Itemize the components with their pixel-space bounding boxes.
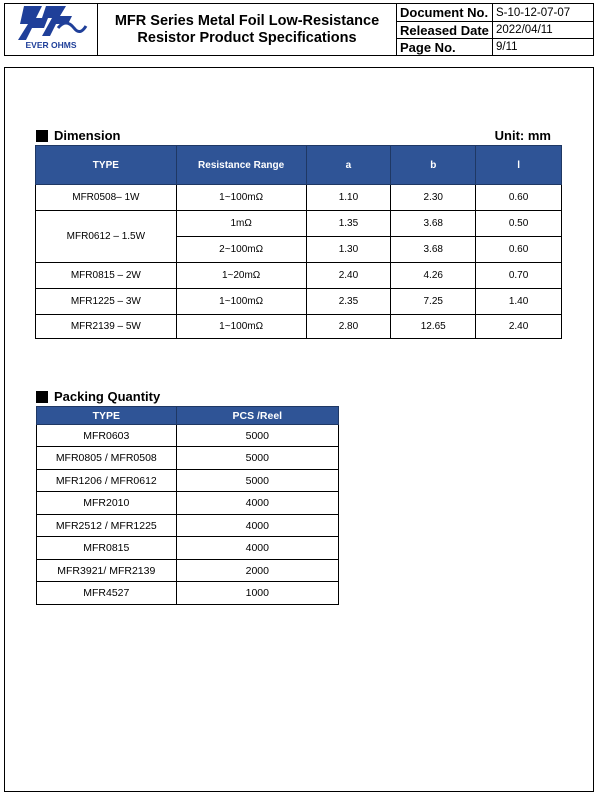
unit-label: Unit: mm xyxy=(494,128,551,143)
document-header xyxy=(4,3,594,53)
logo xyxy=(5,4,98,56)
cell-l: 0.60 xyxy=(476,185,562,211)
cell-type: MFR3921/ MFR2139 xyxy=(37,560,177,582)
table-row xyxy=(37,515,339,537)
cell-l: 0.70 xyxy=(476,263,562,289)
table-row xyxy=(37,582,339,605)
dimension-header-row xyxy=(36,146,562,185)
cell-l: 2.40 xyxy=(476,315,562,339)
table-row xyxy=(36,263,562,289)
cell-range: 2~100mΩ xyxy=(176,237,306,263)
square-bullet-icon xyxy=(36,391,48,403)
doc-no-label: Document No. xyxy=(397,4,493,22)
cell-pcs: 5000 xyxy=(176,447,338,470)
cell-b: 3.68 xyxy=(391,237,476,263)
cell-type: MFR2010 xyxy=(37,492,177,515)
table-row xyxy=(36,185,562,211)
col-resistance-range: Resistance Range xyxy=(176,146,306,185)
cell-range: 1~100mΩ xyxy=(176,185,306,211)
cell-a: 2.40 xyxy=(306,263,391,289)
packing-heading xyxy=(36,389,160,404)
title-line-1: MFR Series Metal Foil Low-Resistance xyxy=(114,12,380,29)
cell-pcs: 1000 xyxy=(176,582,338,605)
table-row xyxy=(37,425,339,447)
cell-a: 2.80 xyxy=(306,315,391,339)
released-date-value: 2022/04/11 xyxy=(493,22,594,39)
col-type: TYPE xyxy=(37,407,177,425)
col-l: l xyxy=(476,146,562,185)
cell-type: MFR2512 / MFR1225 xyxy=(37,515,177,537)
cell-b: 7.25 xyxy=(391,289,476,315)
cell-range: 1~20mΩ xyxy=(176,263,306,289)
packing-heading-text: Packing Quantity xyxy=(54,389,161,404)
cell-type: MFR0508– 1W xyxy=(36,185,177,211)
col-a: a xyxy=(306,146,391,185)
page-no-label: Page No. xyxy=(397,39,493,56)
cell-b: 12.65 xyxy=(391,315,476,339)
cell-a: 2.35 xyxy=(306,289,391,315)
cell-pcs: 2000 xyxy=(176,560,338,582)
packing-table xyxy=(36,406,339,605)
document-title xyxy=(98,4,397,56)
col-type: TYPE xyxy=(36,146,177,185)
cell-type: MFR0612 – 1.5W xyxy=(36,211,177,263)
cell-pcs: 4000 xyxy=(176,537,338,560)
cell-type: MFR2139 – 5W xyxy=(36,315,177,339)
released-date-label: Released Date xyxy=(397,22,493,39)
table-row xyxy=(36,315,562,339)
cell-b: 4.26 xyxy=(391,263,476,289)
col-b: b xyxy=(391,146,476,185)
cell-type: MFR0805 / MFR0508 xyxy=(37,447,177,470)
cell-type: MFR0815 – 2W xyxy=(36,263,177,289)
cell-range: 1~100mΩ xyxy=(176,315,306,339)
title-line-2: Resistor Product Specifications xyxy=(137,29,357,46)
cell-pcs: 5000 xyxy=(176,470,338,492)
table-row xyxy=(37,537,339,560)
cell-a: 1.30 xyxy=(306,237,391,263)
table-row xyxy=(37,560,339,582)
square-bullet-icon xyxy=(36,130,48,142)
cell-l: 0.60 xyxy=(476,237,562,263)
cell-a: 1.35 xyxy=(306,211,391,237)
doc-no-value: S-10-12-07-07 xyxy=(493,4,594,22)
table-row xyxy=(36,211,562,237)
cell-a: 1.10 xyxy=(306,185,391,211)
dimension-heading-text: Dimension xyxy=(54,128,121,143)
logo-text: EVER OHMS xyxy=(25,40,77,50)
ever-ohms-logo-icon xyxy=(14,4,88,50)
cell-pcs: 4000 xyxy=(176,515,338,537)
cell-pcs: 5000 xyxy=(176,425,338,447)
table-row xyxy=(37,447,339,470)
cell-type: MFR4527 xyxy=(37,582,177,605)
cell-type: MFR1225 – 3W xyxy=(36,289,177,315)
cell-b: 2.30 xyxy=(391,185,476,211)
dimension-table xyxy=(35,145,562,339)
packing-header-row xyxy=(37,407,339,425)
cell-l: 1.40 xyxy=(476,289,562,315)
cell-type: MFR0603 xyxy=(37,425,177,447)
table-row xyxy=(37,492,339,515)
cell-type: MFR1206 / MFR0612 xyxy=(37,470,177,492)
table-row xyxy=(36,289,562,315)
table-row xyxy=(37,470,339,492)
dimension-heading xyxy=(36,128,120,143)
cell-pcs: 4000 xyxy=(176,492,338,515)
page-no-value: 9/11 xyxy=(493,39,594,56)
cell-type: MFR0815 xyxy=(37,537,177,560)
cell-b: 3.68 xyxy=(391,211,476,237)
cell-range: 1mΩ xyxy=(176,211,306,237)
col-pcs-reel: PCS /Reel xyxy=(176,407,338,425)
cell-l: 0.50 xyxy=(476,211,562,237)
cell-range: 1~100mΩ xyxy=(176,289,306,315)
